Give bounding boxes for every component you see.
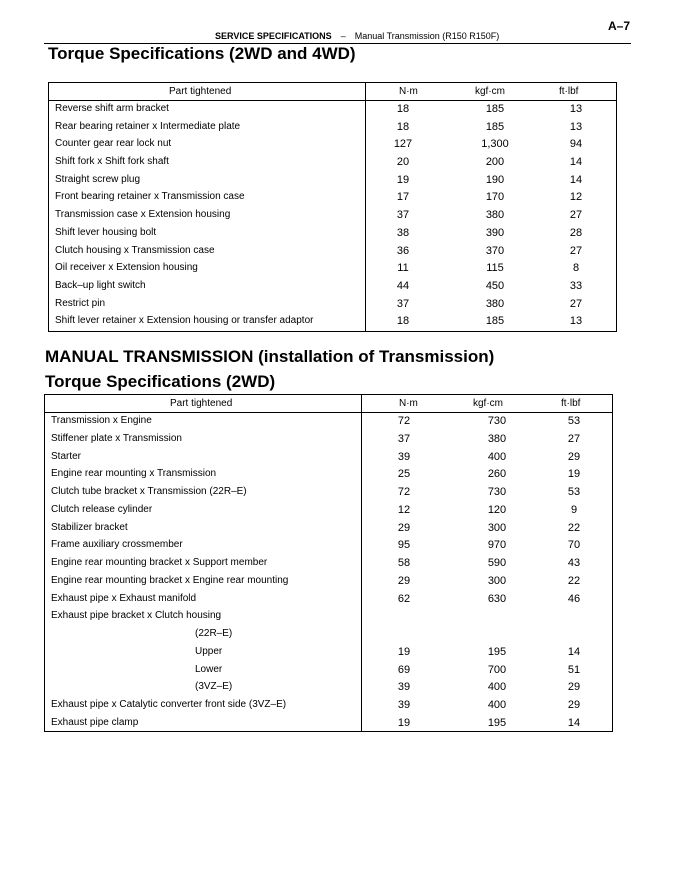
torque-nm: 19 [396,173,410,186]
torque-ftlbf: 28 [569,226,583,239]
torque-nm: 12 [397,503,411,516]
torque-kgfcm: 380 [485,209,505,222]
torque-ftlbf: 8 [572,262,580,275]
part-name: Upper [195,645,223,657]
table1-title: Torque Specifications (2WD and 4WD) [48,44,356,63]
torque-kgfcm: 185 [485,120,505,133]
torque-ftlbf: 53 [567,415,581,427]
torque-kgfcm: 185 [485,315,505,328]
torque-nm: 39 [397,681,411,694]
torque-table-2wd-4wd [48,82,617,332]
table-row [45,644,612,662]
torque-nm: 20 [396,156,410,169]
torque-nm: 19 [397,716,411,729]
table-row [49,260,616,278]
torque-kgfcm: 190 [485,173,505,186]
torque-kgfcm: 115 [486,262,504,275]
torque-ftlbf: 27 [569,209,583,222]
part-name: Exhaust pipe bracket x Clutch housing [51,610,222,622]
torque-nm: 72 [397,415,411,427]
torque-kgfcm: 590 [487,557,507,569]
torque-ftlbf: 29 [567,681,581,694]
torque-nm: 37 [396,297,410,310]
torque-kgfcm: 200 [485,156,505,169]
part-name: Engine rear mounting bracket x Engine rear mounting [51,574,289,586]
header-separator: – [340,31,346,41]
torque-ftlbf: 22 [567,521,581,534]
torque-nm: 62 [397,592,411,605]
torque-nm: 37 [396,209,410,222]
part-name: Clutch tube bracket x Transmission (22R–E) [51,486,247,497]
table-row [49,172,616,190]
table-row [45,466,612,484]
torque-nm: 25 [397,468,411,481]
torque-ftlbf: 46 [567,592,581,605]
part-name: Frame auxiliary crossmember [51,539,183,551]
table-row [49,119,616,137]
column-header: kgf·cm [473,398,503,409]
torque-kgfcm: 450 [485,279,505,292]
torque-kgfcm: 400 [487,699,507,711]
column-header: N·m [399,86,418,97]
torque-kgfcm: 170 [485,191,505,204]
torque-ftlbf: 27 [569,244,583,257]
table-row [49,225,616,243]
torque-kgfcm: 1,300 [481,138,509,151]
table-row [49,189,616,207]
part-name: Clutch housing x Transmission case [55,244,215,256]
torque-ftlbf: 22 [567,574,581,587]
table-row [45,520,612,538]
column-header: Part tightened [170,398,233,409]
part-name: Reverse shift arm bracket [55,103,169,114]
torque-nm: 19 [397,645,411,658]
torque-nm: 18 [396,315,410,328]
table-row [45,697,612,715]
table-row [49,278,616,296]
torque-ftlbf: 13 [569,315,583,328]
table-row [45,431,612,449]
part-name: Engine rear mounting x Transmission [51,468,217,480]
part-name: (22R–E) [195,628,233,639]
table-row [45,449,612,467]
torque-nm: 18 [396,103,410,115]
part-name: Oil receiver x Extension housing [55,262,198,274]
header-section: SERVICE SPECIFICATIONS [215,31,332,41]
column-header: Part tightened [169,86,232,97]
torque-ftlbf: 29 [567,699,581,711]
torque-kgfcm: 260 [487,468,507,481]
torque-ftlbf: 94 [569,138,583,151]
part-name: Transmission case x Extension housing [55,209,231,221]
torque-kgfcm: 400 [487,450,507,463]
part-name: Stiffener plate x Transmission [51,432,182,444]
torque-ftlbf: 27 [567,432,581,445]
part-name: Rear bearing retainer x Intermediate plate [55,120,241,132]
part-name: Shift lever housing bolt [55,226,157,238]
torque-kgfcm: 380 [487,432,507,445]
torque-ftlbf: 27 [569,297,583,310]
torque-nm: 39 [397,450,411,463]
torque-nm: 44 [396,279,410,292]
table-row [45,608,612,626]
torque-kgfcm: 120 [487,503,507,516]
part-name: Shift fork x Shift fork shaft [55,156,169,168]
part-name: Clutch release cylinder [51,503,153,515]
torque-ftlbf: 19 [567,468,581,481]
torque-ftlbf: 14 [569,156,583,169]
table-row [49,296,616,314]
running-header [215,31,499,41]
table-row [49,313,616,331]
torque-ftlbf: 43 [567,557,581,569]
table-row [45,555,612,573]
table-row [49,154,616,172]
part-name: (3VZ–E) [195,681,233,693]
table2-title: Torque Specifications (2WD) [45,372,276,391]
torque-kgfcm: 195 [487,716,507,729]
torque-kgfcm: 400 [487,681,507,694]
torque-ftlbf: 12 [569,191,583,204]
torque-kgfcm: 630 [487,592,507,605]
part-name: Stabilizer bracket [51,521,128,533]
column-header: ft·lbf [561,398,581,409]
part-name: Transmission x Engine [51,415,152,426]
torque-ftlbf: 29 [567,450,581,463]
torque-kgfcm: 185 [485,103,505,115]
part-name: Counter gear rear lock nut [55,138,172,150]
torque-kgfcm: 195 [487,645,507,658]
torque-kgfcm: 390 [485,226,505,239]
table-row [49,207,616,225]
torque-ftlbf: 53 [567,486,581,498]
torque-kgfcm: 730 [487,486,507,498]
torque-nm: 36 [396,244,410,257]
torque-kgfcm: 700 [487,663,507,676]
section2-title: MANUAL TRANSMISSION (installation of Transmission) [45,347,495,366]
part-name: Restrict pin [55,297,106,309]
torque-nm: 72 [397,486,411,498]
part-name: Engine rear mounting bracket x Support member [51,557,268,568]
torque-kgfcm: 300 [487,574,507,587]
page-number: A–7 [607,19,630,33]
part-name: Exhaust pipe x Catalytic converter front side (3VZ–E) [51,699,287,710]
part-name: Front bearing retainer x Transmission case [55,191,245,203]
torque-nm: 11 [397,262,409,275]
torque-ftlbf: 51 [567,663,581,676]
table-row [45,591,612,609]
column-header: ft·lbf [559,86,579,97]
torque-nm: 95 [397,539,411,552]
torque-nm: 17 [396,191,410,204]
table-row [45,502,612,520]
table-row [49,243,616,261]
torque-nm: 127 [393,138,413,151]
table-row [45,413,612,431]
torque-kgfcm: 970 [487,539,507,552]
page-header [0,19,680,44]
table-row [45,679,612,697]
table-row [45,484,612,502]
torque-kgfcm: 730 [487,415,507,427]
table-row [45,573,612,591]
torque-nm: 39 [397,699,411,711]
part-name: Exhaust pipe clamp [51,716,139,728]
torque-ftlbf: 9 [570,503,578,516]
table-row [45,626,612,644]
table-header [49,83,616,101]
part-name: Exhaust pipe x Exhaust manifold [51,592,197,604]
torque-kgfcm: 380 [485,297,505,310]
part-name: Back–up light switch [55,279,146,291]
torque-kgfcm: 370 [485,244,505,257]
torque-nm: 18 [396,120,410,133]
torque-nm: 69 [397,663,411,676]
part-name: Straight screw plug [55,173,141,185]
part-name: Starter [51,450,82,462]
torque-nm: 58 [397,557,411,569]
part-name: Lower [195,663,223,675]
torque-ftlbf: 70 [567,539,581,552]
torque-nm: 37 [397,432,411,445]
torque-nm: 38 [396,226,410,239]
torque-ftlbf: 13 [569,103,583,115]
torque-ftlbf: 33 [569,279,583,292]
torque-ftlbf: 14 [567,716,581,729]
table-row [45,537,612,555]
part-name: Shift lever retainer x Extension housing or transfer adaptor [55,315,314,327]
torque-ftlbf: 14 [569,173,583,186]
table-row [49,101,616,119]
table-row [49,136,616,154]
torque-kgfcm: 300 [487,521,507,534]
torque-ftlbf: 14 [567,645,581,658]
torque-nm: 29 [397,574,411,587]
table-row [45,715,612,733]
torque-table-2wd [44,394,613,732]
torque-ftlbf: 13 [569,120,583,133]
table-header [45,395,612,413]
torque-nm: 29 [397,521,411,534]
table-row [45,662,612,680]
column-header: kgf·cm [475,86,505,97]
column-header: N·m [399,398,418,409]
header-subtitle: Manual Transmission (R150 R150F) [354,31,500,41]
